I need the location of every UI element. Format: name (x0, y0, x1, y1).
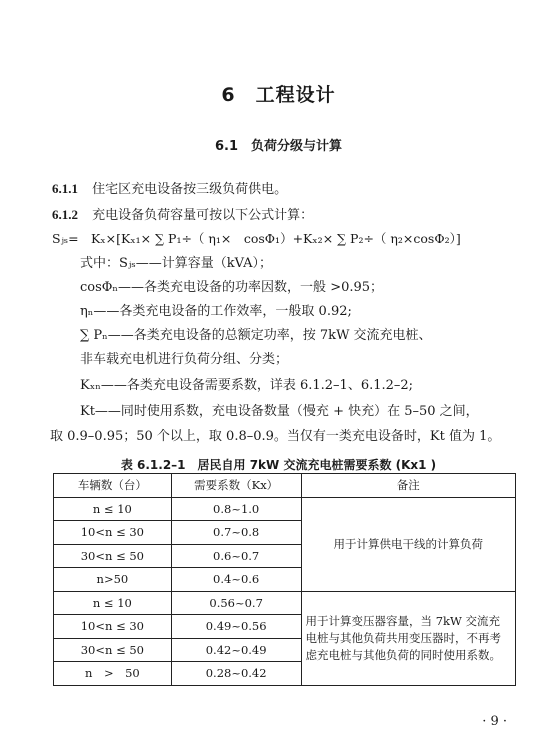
definition-line: ∑ Pₙ——各类充电设备的总额定功率，按 7kW 交流充电桩、 (80, 328, 432, 343)
clause-number: 6.1.1 (52, 181, 78, 196)
definition-line: Kₓₙ——各类充电设备需要系数，详表 6.1.2–1、6.1.2–2; (80, 378, 414, 393)
vehicle-count-cell: n>50 (54, 568, 172, 592)
coefficient-cell: 0.6~0.7 (171, 544, 301, 568)
clause-text: 充电设备负荷容量可按以下公式计算： (92, 208, 314, 223)
coefficient-cell: 0.49~0.56 (171, 615, 301, 639)
table-row (54, 591, 516, 615)
coefficient-cell: 0.28~0.42 (171, 662, 301, 686)
coefficient-cell: 0.4~0.6 (171, 568, 301, 592)
vehicle-count-cell: n ≤ 10 (54, 591, 172, 615)
table-header-row (54, 474, 516, 498)
definition-line: 非车载充电机进行负荷分组、分类； (80, 352, 289, 367)
definition-line: 式中：Sⱼₛ——计算容量（kVA）； (80, 256, 272, 271)
column-header: 车辆数（台） (54, 474, 172, 498)
page-number: · 9 · (482, 714, 507, 729)
coefficient-cell: 0.56~0.7 (171, 591, 301, 615)
vehicle-count-cell: n > 50 (54, 662, 172, 686)
clause-6-1-1 (52, 180, 287, 199)
chapter-title: 6 工程设计 (221, 84, 336, 106)
coefficient-cell: 0.7~0.8 (171, 521, 301, 545)
vehicle-count-cell: 30<n ≤ 50 (54, 544, 172, 568)
vehicle-count-cell: n ≤ 10 (54, 497, 172, 521)
column-header: 需要系数（Kx） (171, 474, 301, 498)
definition-line: ηₙ——各类充电设备的工作效率，一般取 0.92; (80, 304, 352, 319)
coefficient-cell: 0.8~1.0 (171, 497, 301, 521)
clause-number: 6.1.2 (52, 207, 78, 222)
definition-line: 取 0.9–0.95；50 个以上，取 0.8–0.9。当仅有一类充电设备时，Kt 值为 1。 (50, 429, 501, 444)
clause-text: 住宅区充电设备按三级负荷供电。 (92, 182, 288, 197)
definition-line: cosΦₙ——各类充电设备的功率因数，一般 >0.95； (80, 280, 384, 295)
column-header: 备注 (301, 474, 515, 498)
clause-6-1-2 (52, 206, 313, 225)
vehicle-count-cell: 30<n ≤ 50 (54, 638, 172, 662)
vehicle-count-cell: 10<n ≤ 30 (54, 615, 172, 639)
coefficient-cell: 0.42~0.49 (171, 638, 301, 662)
formula: Sⱼₛ= Kₓ×[Kₓ₁× ∑ P₁÷（ η₁× cosΦ₁）+Kₓ₂× ∑ P₂÷（ η₂×cosΦ₂）] (52, 231, 461, 246)
vehicle-count-cell: 10<n ≤ 30 (54, 521, 172, 545)
note-cell: 用于计算供电干线的计算负荷 (301, 497, 515, 591)
table-row (54, 497, 516, 521)
section-title: 6.1 负荷分级与计算 (214, 139, 343, 154)
coefficient-table (53, 473, 516, 686)
note-cell: 用于计算变压器容量，当 7kW 交流充电桩与其他负荷共用变压器时，不再考虑充电桩与其他负荷的同时使用系数。 (301, 591, 515, 685)
table-caption: 表 6.1.2–1 居民自用 7kW 交流充电桩需要系数 (Kx1 ) (120, 458, 437, 472)
definition-line: Kt——同时使用系数，充电设备数量（慢充 + 快充）在 5–50 之间， (80, 404, 479, 419)
